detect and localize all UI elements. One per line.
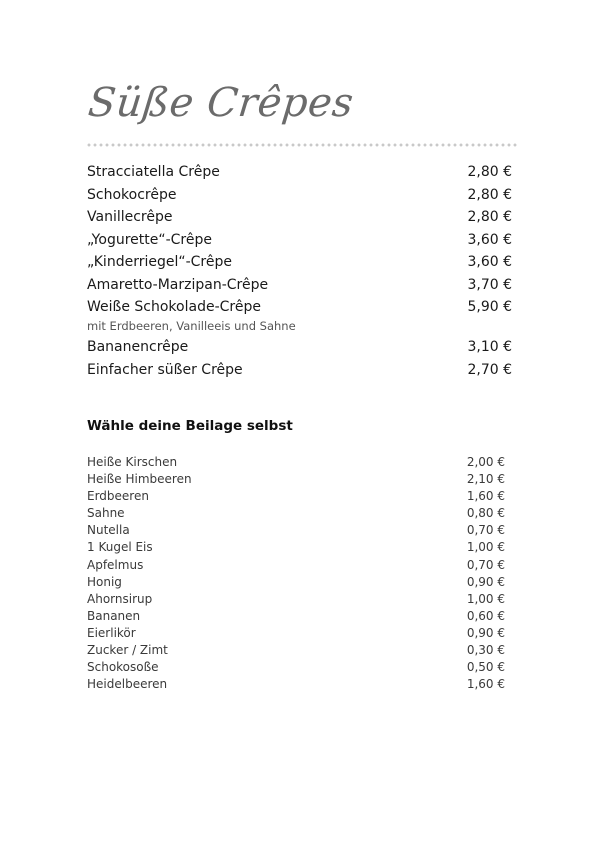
extra-item <box>87 591 505 608</box>
crepe-name: Schokocrêpe <box>87 186 177 203</box>
crepe-name: Stracciatella Crêpe <box>87 164 220 180</box>
extra-name: 1 Kugel Eis <box>87 540 153 555</box>
extra-price: 1,60 € <box>466 677 505 692</box>
extra-name: Bananen <box>87 608 141 623</box>
extra-price: 1,00 € <box>466 591 505 606</box>
crepe-price: 2,80 € <box>467 186 512 203</box>
crepe-description: mit Erdbeeren, Vanilleeis und Sahne <box>87 319 296 333</box>
extra-item <box>87 505 505 522</box>
crepe-item <box>86 162 512 185</box>
extra-item <box>87 659 505 676</box>
extra-item <box>87 539 505 556</box>
extra-price: 0,90 € <box>466 625 505 640</box>
crepe-name: Einfacher süßer Crêpe <box>87 361 243 378</box>
beilage-heading: Wähle deine Beilage selbst <box>87 418 293 434</box>
extra-price: 0,90 € <box>466 574 505 589</box>
page-title: Süße Crêpes <box>86 80 356 126</box>
crepe-item <box>86 230 512 253</box>
extra-price: 0,50 € <box>466 660 505 675</box>
extra-price: 2,10 € <box>466 472 505 487</box>
extra-name: Heiße Kirschen <box>87 455 178 469</box>
crepe-price: 3,60 € <box>467 231 512 248</box>
extra-name: Heiße Himbeeren <box>87 472 192 487</box>
crepe-name: „Yogurette“-Crêpe <box>87 231 212 248</box>
extra-price: 0,60 € <box>466 608 505 623</box>
extra-price: 0,30 € <box>466 643 505 658</box>
crepe-item <box>86 275 512 298</box>
extra-name: Heidelbeeren <box>87 677 168 692</box>
crepe-item <box>86 207 512 230</box>
extra-name: Zucker / Zimt <box>87 643 168 658</box>
extra-name: Sahne <box>87 506 125 521</box>
crepe-item <box>86 337 512 360</box>
extra-price: 0,70 € <box>466 523 505 538</box>
extra-item <box>87 488 505 505</box>
crepe-name: Amaretto-Marzipan-Crêpe <box>87 276 269 293</box>
crepe-price: 2,80 € <box>467 209 512 225</box>
crepe-name: Vanillecrêpe <box>87 209 173 225</box>
extra-price: 1,60 € <box>466 489 505 504</box>
extra-price: 2,00 € <box>466 455 505 469</box>
extra-item <box>87 608 505 625</box>
crepe-price: 2,70 € <box>467 361 512 378</box>
extra-name: Apfelmus <box>87 557 144 572</box>
extra-item <box>87 522 505 539</box>
crepe-name: Bananencrêpe <box>87 339 189 355</box>
crepe-name: Weiße Schokolade-Crêpe <box>87 299 261 315</box>
crepe-item <box>86 252 512 275</box>
crepe-item <box>86 360 512 383</box>
extra-item <box>87 557 505 574</box>
dotted-divider <box>86 143 518 147</box>
extra-item <box>87 574 505 591</box>
extra-price: 1,00 € <box>466 540 505 555</box>
crepe-item <box>86 185 512 208</box>
extra-name: Erdbeeren <box>87 489 149 504</box>
extra-price: 0,80 € <box>466 506 505 521</box>
crepe-name: „Kinderriegel“-Crêpe <box>87 254 232 270</box>
crepe-price: 3,60 € <box>467 254 512 270</box>
crepe-price: 3,10 € <box>467 339 512 355</box>
extra-item <box>87 676 505 693</box>
extra-item <box>87 642 505 659</box>
crepe-price: 2,80 € <box>467 164 512 180</box>
crepe-list <box>86 162 512 382</box>
extra-item <box>87 471 505 488</box>
extra-item <box>87 454 505 471</box>
extra-item <box>87 625 505 642</box>
extra-name: Nutella <box>87 523 130 538</box>
extra-name: Honig <box>87 574 122 589</box>
crepe-price: 3,70 € <box>467 276 512 293</box>
extra-price: 0,70 € <box>466 557 505 572</box>
extra-name: Schokosoße <box>87 660 159 675</box>
extras-list <box>87 454 505 693</box>
crepe-item <box>86 297 512 337</box>
crepe-price: 5,90 € <box>467 299 512 315</box>
extra-name: Ahornsirup <box>87 591 153 606</box>
extra-name: Eierlikör <box>87 625 136 640</box>
